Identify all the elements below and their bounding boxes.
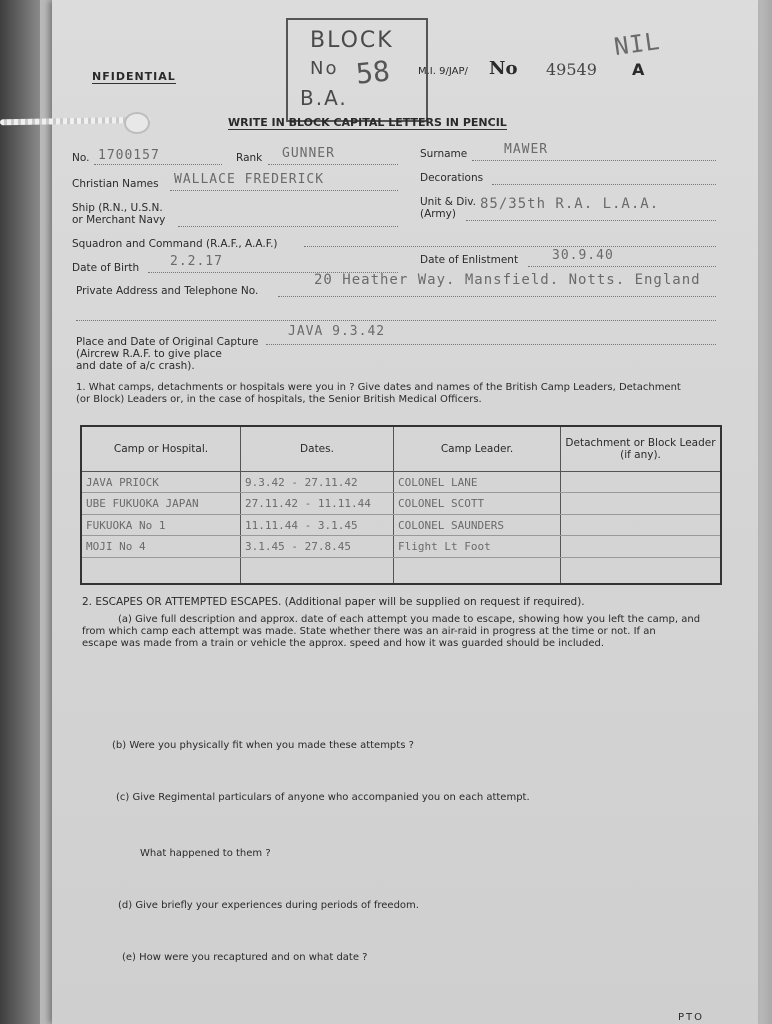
table-row-empty [81,557,721,584]
detachment-cell [561,514,722,535]
rank-line [268,164,398,165]
nil-annotation: NIL [612,26,663,62]
rank-value: GUNNER [282,146,335,161]
christian-names-label: Christian Names [72,178,159,190]
dob-label: Date of Birth [72,262,140,274]
form-reference: M.I. 9/JAP/ [418,66,468,77]
empty-cell [241,557,394,584]
leader-cell: COLONEL SCOTT [394,493,561,514]
decorations-line [492,184,716,185]
question-2c-text: (c) Give Regimental particulars of anyone who accompanied you on each attempt. [116,792,530,803]
column-header-detachment-leader: Detachment or Block Leader (if any). [561,426,722,472]
capture-label-3: and date of a/c crash). [76,360,195,372]
empty-cell [561,557,722,584]
detachment-cell [561,493,722,514]
empty-cell [81,557,241,584]
no-label: No. [72,152,90,164]
capture-label-2: (Aircrew R.A.F. to give place [76,348,222,360]
leader-cell: COLONEL LANE [394,472,561,493]
ship-label-2: or Merchant Navy [72,214,166,226]
question-2a-text-2: from which camp each attempt was made. State whether there was an air-raid in progress at the time or not. If an [82,626,656,637]
dob-value: 2.2.17 [170,254,223,269]
empty-cell [394,557,561,584]
question-2-title: 2. ESCAPES OR ATTEMPTED ESCAPES. (Additional paper will be supplied on request if required). [82,596,585,608]
dates-cell: 27.11.42 - 11.11.44 [241,493,394,514]
question-1-text: 1. What camps, detachments or hospitals were you in ? Give dates and names of the British Camp Leaders, Detachment [76,382,681,393]
serial-number: 49549 [546,60,597,79]
address-label: Private Address and Telephone No. [76,285,259,297]
dates-cell: 11.11.44 - 3.1.45 [241,514,394,535]
column-header-dates: Dates. [241,426,394,472]
question-2b-text: (b) Were you physically fit when you made these attempts ? [112,740,414,751]
leader-cell: Flight Lt Foot [394,536,561,557]
camp-cell: JAVA PRIOCK [81,472,241,493]
classification: NFIDENTIAL [92,70,176,83]
surname-line [472,160,716,161]
number-label: No [489,58,518,79]
enlistment-line [528,266,716,267]
question-2c-followup: What happened to them ? [140,848,271,859]
christian-names-value: WALLACE FREDERICK [174,172,325,187]
table-row [81,514,721,535]
leader-cell: COLONEL SAUNDERS [394,514,561,535]
enlistment-label: Date of Enlistment [420,254,519,266]
no-line [94,164,222,165]
ship-label: Ship (R.N., U.S.N. [72,202,163,214]
column-header-camp: Camp or Hospital. [81,426,241,472]
address-value: 20 Heather Way. Mansfield. Notts. England [314,272,701,288]
dates-cell: 9.3.42 - 27.11.42 [241,472,394,493]
table-row [81,472,721,493]
capture-line [266,344,716,345]
unit-value: 85/35th R.A. L.A.A. [480,196,660,212]
column-header-camp-leader: Camp Leader. [394,426,561,472]
stamp-line-ba: B.A. [300,86,348,110]
unit-label: Unit & Div. [420,196,476,208]
folder-cover [0,0,40,1024]
block-stamp [286,18,428,122]
surname-label: Surname [420,148,468,160]
capture-value: JAVA 9.3.42 [288,324,386,339]
rank-label: Rank [236,152,263,164]
camp-cell: UBE FUKUOKA JAPAN [81,493,241,514]
question-2d-text: (d) Give briefly your experiences during periods of freedom. [118,900,419,911]
stamp-number: 58 [354,54,392,91]
squadron-line [304,246,716,247]
serial-suffix: A [632,60,645,79]
camp-cell: FUKUOKA No 1 [81,514,241,535]
stamp-line-no: No [310,58,339,79]
question-2e-text: (e) How were you recaptured and on what date ? [122,952,368,963]
table-row [81,536,721,557]
capture-label: Place and Date of Original Capture [76,336,259,348]
question-2a-text-3: escape was made from a train or vehicle the approx. speed and how it was guarded should be included. [82,638,605,649]
decorations-label: Decorations [420,172,484,184]
squadron-label: Squadron and Command (R.A.F., A.A.F.) [72,238,278,250]
christian-names-line [170,190,398,191]
table-row [81,493,721,514]
address-line [278,296,716,297]
dates-cell: 3.1.45 - 27.8.45 [241,536,394,557]
unit-label-2: (Army) [420,208,456,220]
question-2a-text: (a) Give full description and approx. date of each attempt you made to escape, showing how you left the camp, and [118,614,701,625]
camps-table [80,425,722,585]
unit-line [466,220,716,221]
instruction-heading: WRITE IN BLOCK CAPITAL LETTERS IN PENCIL [228,116,507,129]
address-line-2 [76,320,716,321]
stamp-line-block: BLOCK [310,28,394,53]
surname-value: MAWER [504,142,549,157]
no-value: 1700157 [98,148,160,163]
detachment-cell [561,536,722,557]
camp-cell: MOJI No 4 [81,536,241,557]
table-header-row [81,426,721,472]
question-1-text-2: (or Block) Leaders or, in the case of hospitals, the Senior British Medical Officers. [76,394,482,405]
ship-line [178,226,398,227]
enlistment-value: 30.9.40 [552,248,614,263]
string-knot [124,112,150,134]
detachment-cell [561,472,722,493]
pto-label: PTO [678,1012,705,1023]
